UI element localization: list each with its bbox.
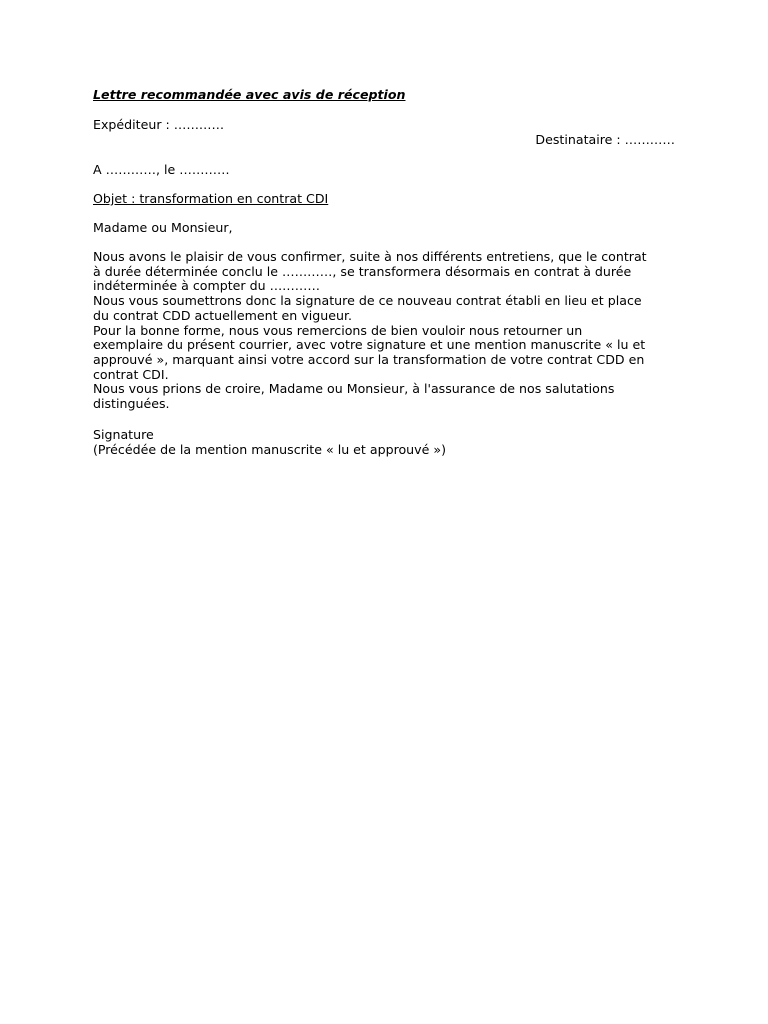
subject-line: Objet : transformation en contrat CDI [93,191,329,206]
place-date-line: A …………, le ………… [93,162,230,177]
sender-line: Expéditeur : ………… [93,117,225,132]
letter-body [93,250,683,412]
body-line: approuvé », marquant ainsi votre accord sur la transformation de votre contrat CDD en [93,351,645,367]
recipient-line: Destinataire : ………… [535,132,675,147]
body-line: Pour la bonne forme, nous vous remercions de bien vouloir nous retourner un [93,322,583,338]
signature-note: (Précédée de la mention manuscrite « lu et approuvé ») [93,442,446,457]
body-line: à durée déterminée conclu le …………, se transformera désormais en contrat à durée [93,263,632,279]
body-line: du contrat CDD actuellement en vigueur. [93,307,352,323]
body-line: Nous vous soumettrons donc la signature de ce nouveau contrat établi en lieu et place [93,293,642,309]
letter-title: Lettre recommandée avec avis de réception [93,87,406,102]
signature-label: Signature [93,427,154,442]
body-line: contrat CDI. [93,366,169,382]
body-line: distinguées. [93,396,170,412]
body-line: Nous vous prions de croire, Madame ou Monsieur, à l'assurance de nos salutations [93,381,615,397]
body-line: indéterminée à compter du ………… [93,278,320,294]
body-line: exemplaire du présent courrier, avec votre signature et une mention manuscrite « lu et [93,337,646,353]
salutation: Madame ou Monsieur, [93,220,233,235]
body-line: Nous avons le plaisir de vous confirmer, suite à nos différents entretiens, que le contrat [93,249,647,264]
